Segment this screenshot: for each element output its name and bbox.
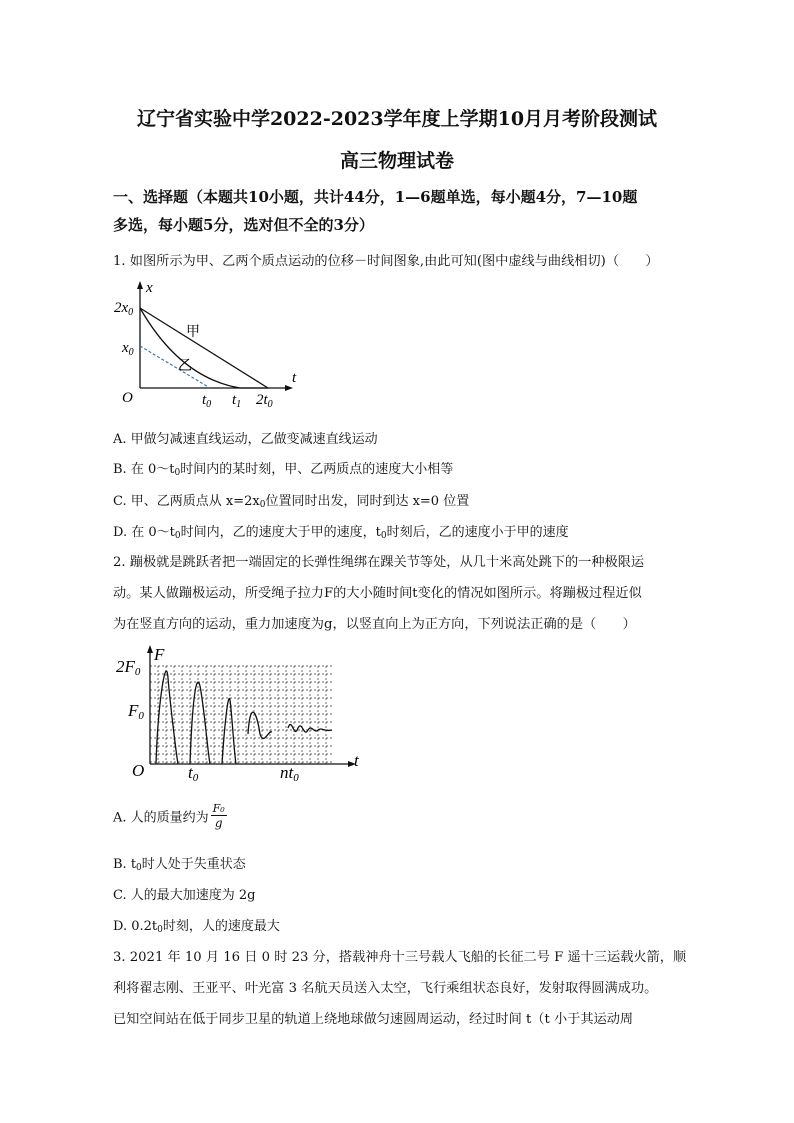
q1-stem: 1. 如图所示为甲、乙两个质点运动的位移－时间图象,由此可知(图中虚线与曲线相切)（ ） bbox=[113, 254, 659, 269]
q3-stem-line2: 利将翟志刚、王亚平、叶光富 3 名航天员送入太空，飞行乘组状态良好，发射取得圆满成功。 bbox=[113, 981, 658, 996]
q1-label-t0: $t_0$ bbox=[202, 392, 212, 408]
section-heading-line2: 多选，每小题5分，选对但不全的3分） bbox=[113, 216, 374, 234]
q1-option-b: B. 在 $0\sim t_0$时间内的某时刻，甲、乙两质点的速度大小相等 bbox=[113, 462, 454, 478]
q2-oscillation-1 bbox=[248, 712, 272, 738]
q1-tangent-dashed bbox=[140, 346, 210, 388]
page-title: 辽宁省实验中学2022-2023学年度上学期10月月考阶段测试 bbox=[136, 108, 658, 130]
q2-peak-3 bbox=[222, 698, 236, 764]
q1-label-x0: $x_0$ bbox=[122, 340, 134, 358]
q1-label-jia: 甲 bbox=[186, 325, 200, 340]
q1-label-yi: 乙 bbox=[178, 359, 192, 374]
q2-grid bbox=[150, 666, 332, 764]
q3-stem-line3: 已知空间站在低于同步卫星的轨道上绕地球做匀速圆周运动，经过时间 t（t 小于其运动周 bbox=[113, 1012, 634, 1027]
q2-peak-1 bbox=[156, 671, 178, 764]
q1-option-d: D. 在 $0\sim t_0$时间内，乙的速度大于甲的速度，$t_0$时刻后，乙的速度小于甲的速度 bbox=[113, 525, 569, 541]
q1-option-c: C. 甲、乙两质点从 $x=2x_0$位置同时出发，同时到达 x=0 位置 bbox=[113, 494, 470, 510]
page-subtitle: 高三物理试卷 bbox=[339, 150, 454, 172]
q2-option-d: D. $0.2t_0$时刻，人的速度最大 bbox=[113, 919, 280, 935]
q2-axis-F-label: F bbox=[154, 645, 165, 664]
q1-axis-t-label: t bbox=[292, 370, 297, 386]
q2-label-t0: t0 bbox=[188, 763, 199, 784]
q2-label-2F0: 2F0 bbox=[116, 657, 141, 678]
q2-option-b: B. $t_0$时人处于失重状态 bbox=[113, 857, 246, 873]
section-heading-line1: 一、选择题（本题共10小题，共计44分，1—6题单选，每小题4分，7—10题 bbox=[113, 188, 638, 206]
q2-option-a: A. 人的质量约为 $\frac{\text{F₀}}{g}$ bbox=[113, 802, 225, 830]
q2-origin-label: O bbox=[132, 761, 145, 780]
q1-axis-x-label: x bbox=[146, 280, 153, 296]
q2-stem-line2: 动。某人做蹦极运动，所受绳子拉力F的大小随时间t变化的情况如图所示。将蹦极过程近似 bbox=[113, 586, 642, 601]
q3-stem-line1: 3. 2021 年 10 月 16 日 0 时 23 分，搭载神舟十三号载人飞船的长征二号 F 遥十三运载火箭，顺 bbox=[113, 950, 687, 965]
q1-label-2t0: $2t_0$ bbox=[256, 392, 273, 408]
q1-y-arrow bbox=[137, 281, 143, 289]
q2-stem-line1: 2. 蹦极就是跳跃者把一端固定的长弹性绳绑在踝关节等处，从几十米高处跳下的一种极限运 bbox=[113, 555, 645, 570]
q2-label-nt0: nt0 bbox=[280, 763, 299, 784]
q2-stem-line3: 为在竖直方向的运动，重力加速度为g，以竖直向上为正方向，下列说法正确的是（ ） bbox=[113, 617, 636, 632]
q2-option-c: C. 人的最大加速度为 2g bbox=[113, 888, 256, 903]
q2-axis-t-label: t bbox=[354, 751, 359, 770]
q1-label-t1: $t_1$ bbox=[232, 392, 242, 408]
q1-label-2x0: $2x_0$ bbox=[114, 300, 134, 318]
q2-fraction: $\frac{\text{F₀}}{g}$ bbox=[212, 802, 225, 830]
q1-option-a: A. 甲做匀减速直线运动，乙做变减速直线运动 bbox=[113, 432, 378, 447]
q1-xt-graph bbox=[110, 278, 310, 408]
q2-y-arrow bbox=[147, 645, 153, 653]
q1-origin-label: O bbox=[122, 390, 133, 406]
q2-ft-graph bbox=[110, 642, 370, 784]
q2-label-F0: F0 bbox=[128, 701, 144, 722]
q2-peak-2 bbox=[190, 682, 210, 764]
